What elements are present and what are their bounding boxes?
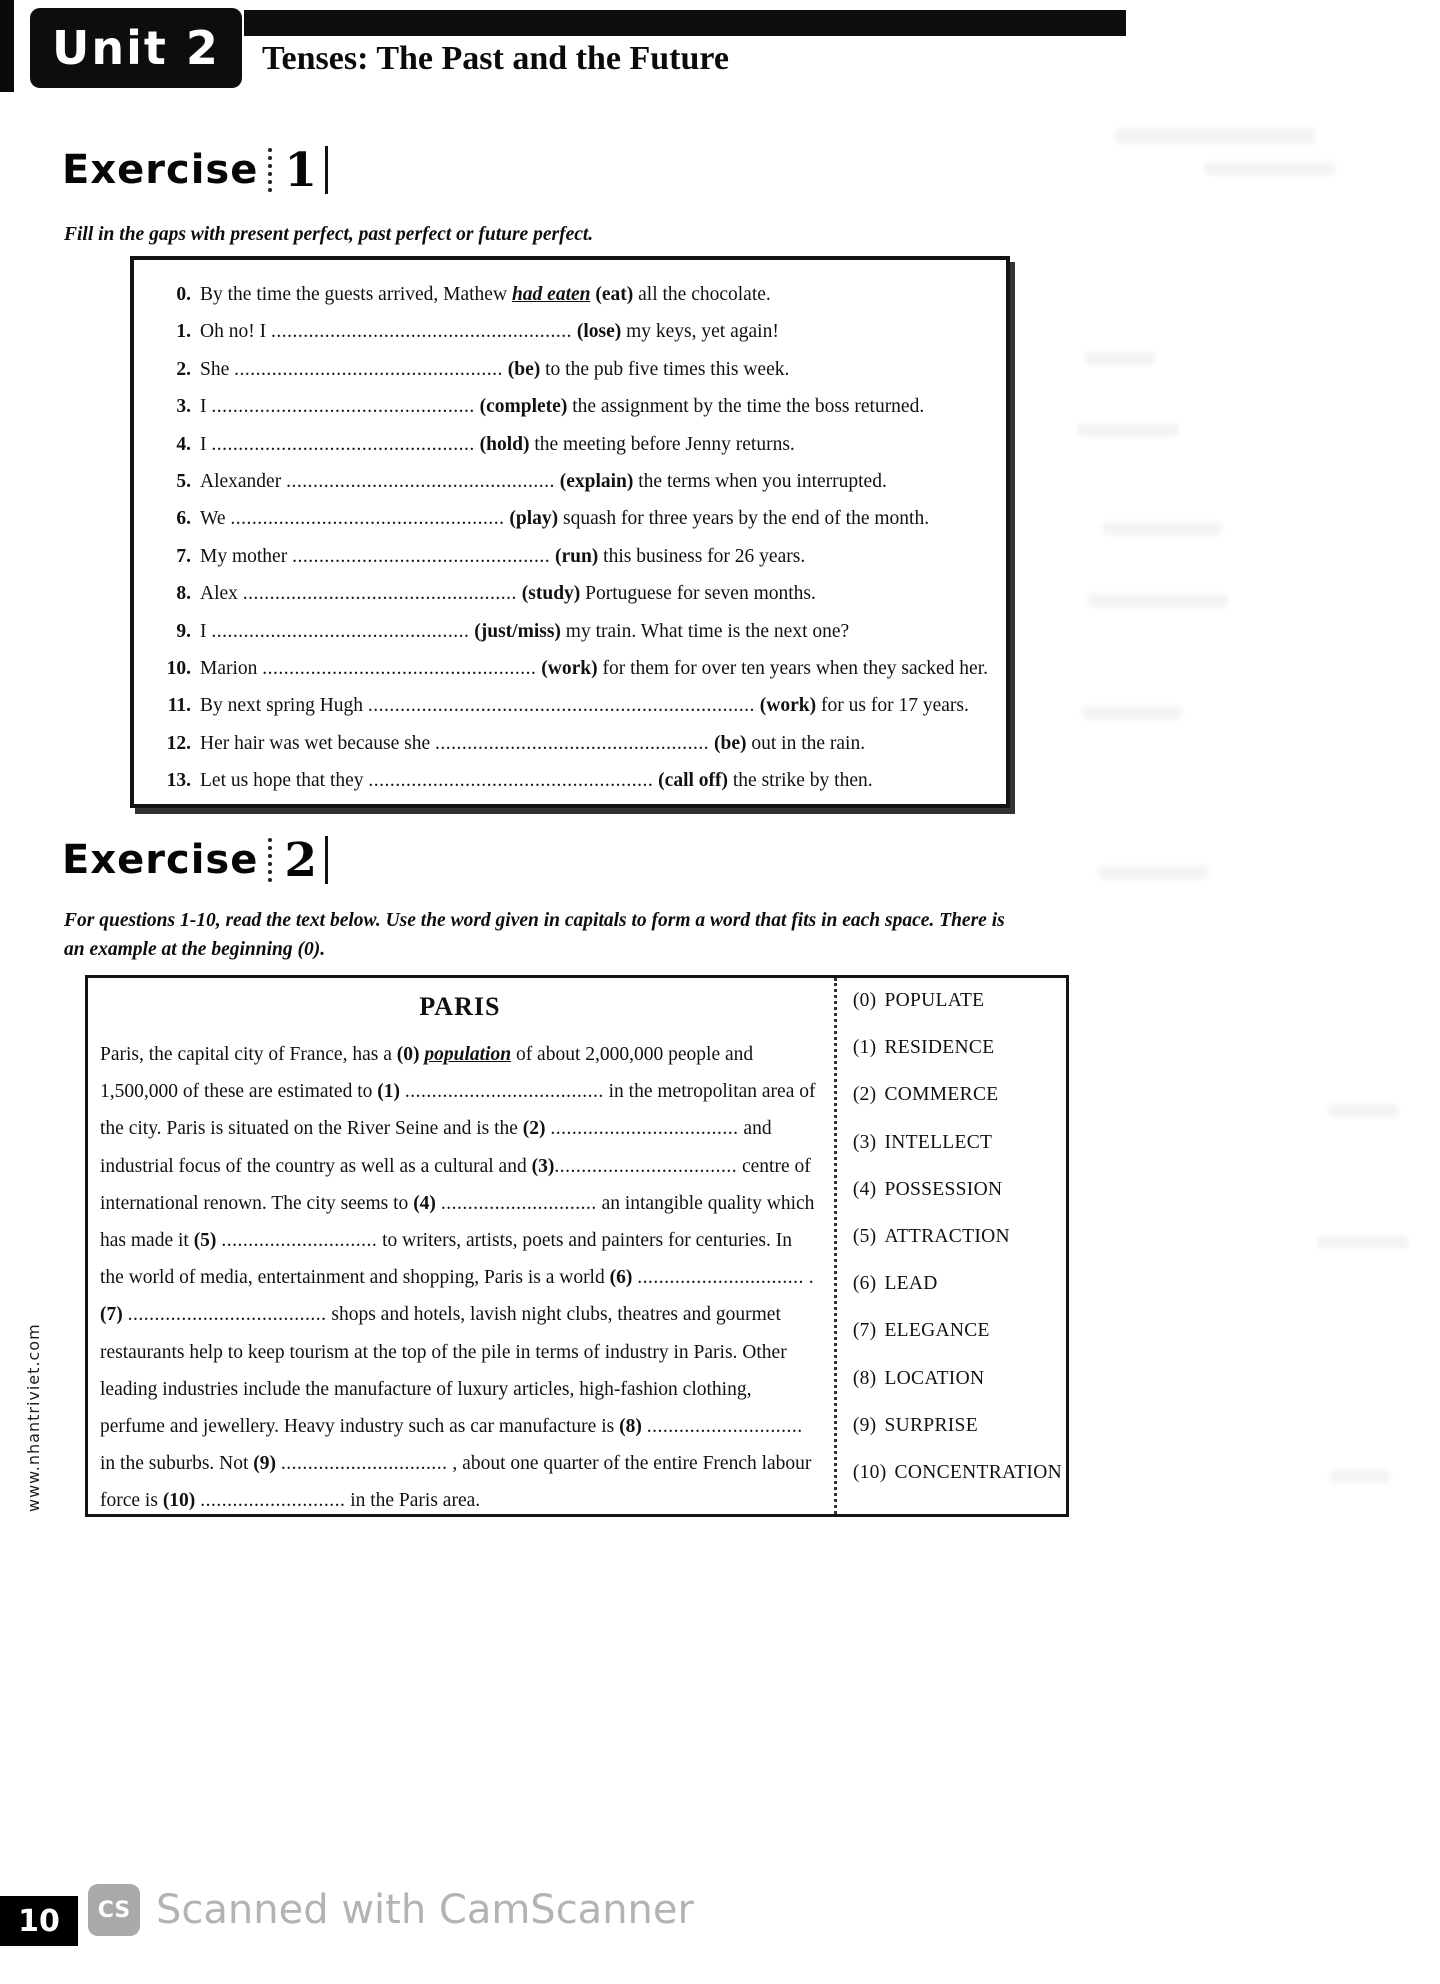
blank-gap: ................................................ [211, 620, 470, 642]
text-run: in the Paris area. [345, 1490, 481, 1512]
item-text [200, 313, 779, 350]
blank-gap: ............................. [440, 1192, 597, 1214]
text-run: Her hair was wet because she [200, 732, 435, 754]
blank-gap: ................................................. [211, 396, 475, 418]
camscanner-watermark [88, 1884, 694, 1936]
scan-artifact [1098, 866, 1208, 879]
item-text [200, 463, 887, 500]
exercise1-item [144, 762, 998, 799]
blank-gap: ................................................ [292, 545, 551, 567]
exercise1-item [144, 613, 998, 650]
passage-title: PARIS [419, 992, 501, 1021]
blank-gap: ........................................................ [270, 321, 572, 343]
exercise1-item [144, 687, 998, 724]
text-run: the assignment by the time the boss returned. [567, 396, 925, 418]
word-number: (8) [852, 1367, 877, 1389]
item-text [200, 725, 865, 762]
text-run: (hold) [479, 433, 530, 455]
exercise1-item [144, 500, 998, 537]
scan-artifact [1088, 594, 1228, 607]
exercise1-items [144, 276, 998, 800]
item-number: 12. [166, 732, 191, 754]
word-bank-item [853, 1132, 1062, 1154]
text-run: (3) [531, 1155, 555, 1177]
word-number: (7) [852, 1320, 877, 1342]
text-run: (complete) [479, 396, 568, 418]
text-run: in the suburbs. Not [100, 1453, 254, 1475]
item-number: 11. [167, 695, 191, 717]
exercise1-box [130, 256, 1010, 808]
text-run: , about one quarter of the entire French labour force is [100, 1453, 812, 1512]
blank-gap: ................................... [550, 1118, 739, 1140]
item-number: 10. [166, 658, 191, 680]
word-capitals: LOCATION [884, 1367, 985, 1389]
item-text [200, 650, 988, 687]
exercise1-heading-label: Exercise [62, 147, 259, 193]
example-answer: population [424, 1044, 512, 1065]
exercise1-item [144, 313, 998, 350]
text-run: Let us hope that they [200, 770, 369, 792]
item-text [200, 351, 789, 388]
paris-paragraph [100, 1036, 820, 1520]
text-run: for us for 17 years. [816, 695, 969, 717]
exercise1-number: 1 [284, 142, 318, 198]
text-run: (0) [396, 1044, 425, 1065]
scan-artifact [1085, 352, 1155, 365]
blank-gap: ................................................... [242, 583, 517, 605]
page-number-box [0, 1896, 78, 1946]
text-run: to the pub five times this week. [540, 358, 790, 380]
exercise1-item [144, 575, 998, 612]
text-run: (1) [377, 1081, 401, 1103]
cursor-bar [325, 836, 328, 884]
word-bank-item [853, 1415, 1062, 1437]
text-run: (study) [521, 583, 581, 605]
exercise1-instruction: Fill in the gaps with present perfect, past perfect or future perfect. [64, 224, 594, 245]
text-run: Marion [200, 658, 263, 680]
text-run: (9) [253, 1453, 277, 1475]
item-number: 7. [176, 545, 191, 567]
scan-artifact [1330, 1470, 1390, 1483]
exercise1-item [144, 426, 998, 463]
word-number: (9) [852, 1414, 877, 1436]
text-run: squash for three years by the end of the month. [558, 508, 930, 530]
exercise2-passage-box [85, 975, 1069, 1517]
text-run: Paris, the capital city of France, has a [100, 1044, 397, 1065]
blank-gap: ........................................................................ [367, 695, 755, 717]
scan-artifact [1082, 706, 1182, 719]
word-bank-column [834, 978, 1066, 1514]
blank-gap: .................................. [554, 1155, 738, 1177]
word-number: (3) [852, 1131, 877, 1153]
exercise1-item [144, 463, 998, 500]
item-text [200, 613, 849, 650]
word-capitals: LEAD [884, 1273, 938, 1295]
item-text [200, 426, 795, 463]
watermark-text: Scanned with CamScanner [156, 1887, 694, 1933]
text-run: (5) [193, 1230, 217, 1252]
item-number: 9. [176, 620, 191, 642]
text-run: (work) [759, 695, 817, 717]
text-run: I [200, 396, 212, 418]
word-number: (6) [852, 1273, 877, 1295]
exercise1-item [144, 351, 998, 388]
publisher-url-vertical: www.nhantriviet.com [24, 1323, 43, 1512]
word-capitals: POPULATE [884, 990, 985, 1011]
text-run: (work) [541, 658, 598, 680]
item-number: 0. [176, 284, 191, 305]
text-run: of about 2,000,000 people and 1,500,000 of these are estimated to [100, 1044, 754, 1103]
blank-gap: ............................... [637, 1267, 804, 1289]
word-bank-item [853, 1462, 1062, 1484]
exercise1-item [144, 538, 998, 575]
dotted-separator [268, 148, 272, 192]
text-run: She [200, 358, 235, 380]
text-run: (call off) [658, 770, 729, 792]
text-run: the strike by then. [728, 770, 873, 792]
exercise1-item [144, 276, 998, 313]
text-run: Alexander [200, 471, 287, 493]
text-run: to writers, artists, poets and painters for centuries. In the world of media, entertainment and shopping, Paris is a world [100, 1230, 792, 1289]
word-bank-item [853, 1084, 1062, 1106]
header-rule-bar [244, 10, 1126, 36]
text-run: (play) [509, 508, 559, 530]
word-bank-item [853, 1179, 1062, 1201]
text-run: my keys, yet again! [621, 321, 779, 343]
text-run: (10) [162, 1490, 196, 1512]
text-run: . [803, 1267, 814, 1289]
item-text [200, 687, 969, 724]
exercise1-item [144, 388, 998, 425]
text-run: an intangible quality which has made it [100, 1192, 815, 1252]
text-run: By next spring Hugh [200, 695, 368, 717]
exercise2-heading-label: Exercise [62, 837, 259, 883]
word-capitals: INTELLECT [884, 1131, 993, 1153]
word-number: (4) [852, 1178, 877, 1200]
text-run: centre of international renown. The city seems to [100, 1155, 811, 1214]
text-run: (run) [554, 545, 599, 567]
word-capitals: COMMERCE [884, 1084, 999, 1106]
text-run: for them for over ten years when they sacked her. [597, 658, 988, 680]
passage-column [88, 978, 834, 1514]
text-run: (be) [713, 732, 747, 754]
text-run: (4) [413, 1192, 436, 1214]
text-run: (8) [619, 1416, 642, 1438]
item-number: 13. [166, 770, 191, 792]
text-run: I [200, 620, 212, 642]
word-bank-item [853, 1273, 1062, 1295]
word-number: (2) [852, 1084, 877, 1106]
scan-edge-sliver [0, 0, 14, 92]
blank-gap: ..................................... [404, 1081, 604, 1103]
text-run: My mother [200, 545, 293, 567]
item-number: 8. [176, 583, 191, 605]
blank-gap: ........................... [200, 1490, 346, 1512]
camscanner-logo-text: CS [97, 1897, 131, 1923]
text-run: shops and hotels, lavish night clubs, theatres and gourmet restaurants help to keep tourism at the top of the pile in terms of industry in Paris. Other leading industries include the manufacture of luxury articles, high-fashion clothing, perfume and jewellery. Heavy industry such as car manufacture is [100, 1304, 787, 1438]
blank-gap: ............................. [221, 1230, 378, 1252]
text-run: Alex [200, 583, 243, 605]
text-run: (6) [609, 1267, 633, 1289]
item-number: 1. [176, 321, 191, 343]
exercise2-instruction: For questions 1-10, read the text below. Use the word given in capitals to form a word that fits in each space. There is an example at the beginning (0). [64, 910, 1005, 960]
text-run: (2) [522, 1118, 546, 1140]
word-capitals: RESIDENCE [884, 1037, 995, 1059]
word-bank-item [853, 1226, 1062, 1248]
item-text [200, 575, 816, 612]
exercise2-number: 2 [284, 832, 318, 888]
blank-gap: ................................................... [262, 658, 537, 680]
blank-gap: ............................... [280, 1453, 448, 1475]
blank-gap: ............................. [646, 1416, 803, 1438]
dotted-separator [268, 838, 272, 882]
item-text [200, 538, 805, 575]
unit-label: Unit 2 [52, 21, 220, 75]
blank-gap: ..................................................... [368, 770, 654, 792]
word-number: (1) [852, 1037, 877, 1059]
exercise1-heading [62, 142, 328, 198]
text-run: in the metropolitan area of the city. Paris is situated on the River Seine and is the [100, 1081, 816, 1140]
scan-artifact [1318, 1236, 1408, 1249]
item-number: 5. [176, 471, 191, 493]
word-capitals: CONCENTRATION [894, 1461, 1062, 1483]
text-run: Oh no! I [200, 321, 271, 343]
item-number: 3. [176, 396, 191, 418]
text-run: (explain) [559, 471, 634, 493]
item-text [200, 388, 924, 425]
word-number: (10) [852, 1461, 887, 1483]
word-capitals: ATTRACTION [884, 1225, 1010, 1247]
text-run: We [200, 508, 231, 530]
word-bank-item [853, 1320, 1062, 1342]
blank-gap: ................................................. [211, 433, 475, 455]
exercise1-item [144, 650, 998, 687]
blank-gap: .................................................. [286, 471, 555, 493]
word-bank-item [853, 1368, 1062, 1390]
item-number: 6. [176, 508, 191, 530]
page-number: 10 [18, 1903, 60, 1939]
item-number: 4. [176, 433, 191, 455]
text-run: all the chocolate. [633, 284, 771, 305]
text-run: (7) [100, 1304, 123, 1326]
text-run: Portuguese for seven months. [580, 583, 816, 605]
text-run: (be) [507, 358, 541, 380]
exercise1-item [144, 725, 998, 762]
blank-gap: ................................................... [434, 732, 710, 754]
item-text [200, 276, 771, 313]
item-number: 2. [176, 358, 191, 380]
word-capitals: SURPRISE [884, 1414, 978, 1436]
text-run: the meeting before Jenny returns. [529, 433, 795, 455]
word-number: (0) [852, 990, 877, 1011]
text-run: this business for 26 years. [598, 545, 806, 567]
blank-gap: ..................................... [127, 1304, 327, 1326]
word-number: (5) [852, 1225, 877, 1247]
word-capitals: POSSESSION [884, 1178, 1003, 1200]
camscanner-logo [88, 1884, 140, 1936]
text-run: (just/miss) [474, 620, 561, 642]
example-answer: had eaten [511, 284, 591, 305]
page-title: Tenses: The Past and the Future [262, 40, 729, 77]
text-run: my train. What time is the next one? [560, 620, 850, 642]
text-run: (lose) [576, 321, 622, 343]
item-text [200, 762, 873, 799]
unit-badge [30, 8, 242, 88]
text-run: the terms when you interrupted. [633, 471, 887, 493]
text-run: (eat) [595, 284, 634, 305]
item-text [200, 500, 929, 537]
text-run: out in the rain. [746, 732, 866, 754]
blank-gap: .................................................. [234, 358, 503, 380]
scan-artifact [1205, 162, 1335, 175]
text-run: and industrial focus of the country as well as a cultural and [100, 1118, 772, 1177]
scan-artifact [1102, 522, 1222, 535]
text-run: By the time the guests arrived, Mathew [200, 284, 512, 305]
exercise2-heading [62, 832, 328, 888]
word-bank-item [853, 1037, 1062, 1059]
word-capitals: ELEGANCE [884, 1320, 990, 1342]
scan-artifact [1115, 128, 1315, 144]
cursor-bar [325, 146, 328, 194]
scan-artifact [1078, 424, 1178, 437]
blank-gap: ................................................... [230, 508, 505, 530]
text-run: I [200, 433, 212, 455]
word-bank-item [853, 990, 1062, 1012]
scan-artifact [1328, 1104, 1398, 1117]
